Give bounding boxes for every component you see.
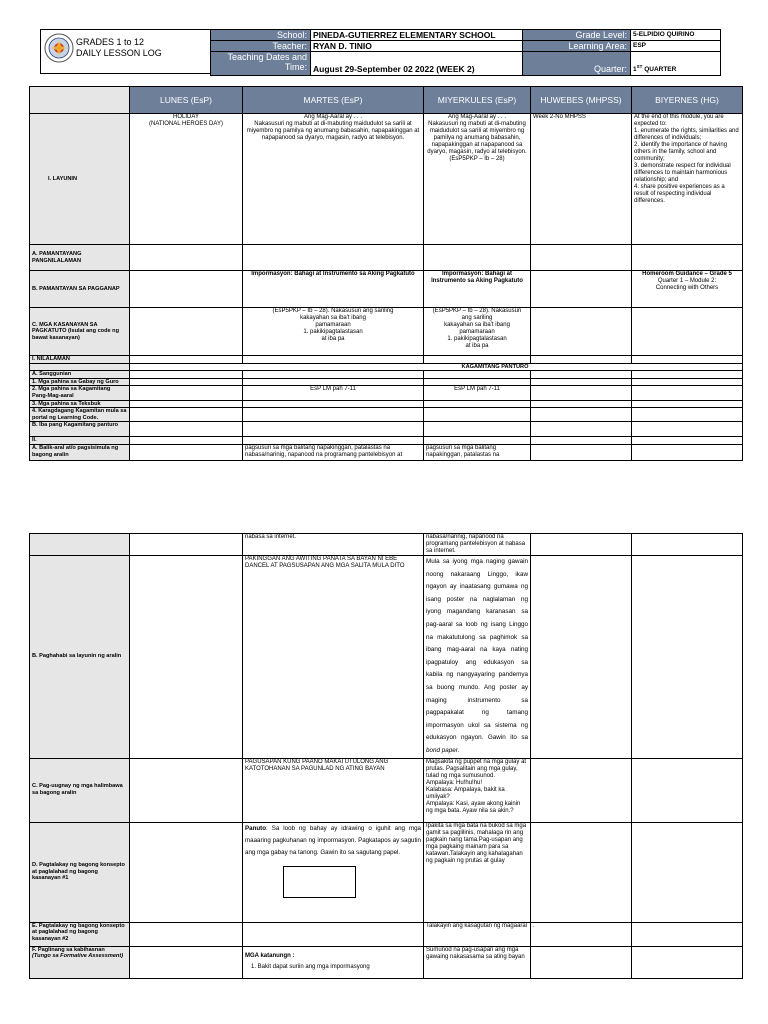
cell-layunin-martes (243, 114, 424, 245)
cell-empty (424, 378, 531, 386)
label-pag-uugnay: C. Pag-uugnay ng mga halimbawa sa bagong aralin (30, 758, 130, 822)
kasanayan-miyerkules-line3: kakayahan sa iba't ibang (444, 322, 510, 328)
header-info-table (210, 29, 721, 76)
cell-empty (531, 437, 632, 445)
label-paglinang-note: (Tungo sa Formative Assessment) (32, 953, 124, 960)
kasanayan-miyerkules-line2: ang sariling (461, 315, 493, 321)
row-nilalaman (30, 356, 743, 364)
label-pamantayang: A. PAMANTAYANG PANGNILALAMAN (30, 245, 130, 271)
cell-empty (632, 245, 743, 271)
cell-paghahabi-miyerkules (424, 556, 531, 759)
days-header-row (30, 87, 743, 114)
cell-empty (130, 437, 243, 445)
cell-empty (130, 400, 243, 408)
cell-pagganap-martes: Impormasyon: Bahagi at Instrumento sa Aking Pagkatuto (243, 271, 424, 308)
label-iba-pang: B. Iba pang Kagamitang panturo (30, 422, 130, 437)
cell-pag-uugnay-martes: PAGUSAPAN KUNG PAANO MAKATUTULONG ANG KATOTOHANAN SA PAGUNLAD NG ATING BAYAN (243, 758, 424, 822)
cell-pagganap-miyerkules: Impormasyon: Bahagi at Instrumento sa Aking Pagkatuto (424, 271, 531, 308)
cell-empty (243, 378, 424, 386)
label-layunin: I. LAYUNIN (30, 114, 130, 245)
row-paglinang (30, 946, 743, 978)
grade-label: Grade Level: (523, 30, 631, 41)
hg-grade: Homeroom Guidance – Grade 5 (642, 271, 732, 277)
row-balik-aral (30, 444, 743, 460)
kasanayan-martes-line2: kakayahan sa iba't ibang (300, 315, 366, 321)
day-header-miyerkules: MIYERKULES (EsP) (424, 87, 531, 114)
label-pagganap: B. PAMANTAYAN SA PAGGANAP (30, 271, 130, 308)
row-gabay (30, 378, 743, 386)
cell-empty (632, 822, 743, 922)
cell-empty (531, 408, 632, 422)
quarter-suffix: ST (636, 63, 643, 69)
cell-empty (30, 534, 130, 556)
label-kagamitang-mag-aaral: 2. Mga pahina sa Kagamitang Pang-Mag-aaral (30, 386, 130, 400)
cell-pag-uugnay-miyerkules (424, 758, 531, 822)
cell-empty (531, 271, 632, 308)
day-header-lunes: LUNES (EsP) (130, 87, 243, 114)
header-title-line1: GRADES 1 to 12 (76, 37, 145, 47)
row-pagganap (30, 271, 743, 308)
biyernes-objective-3: 3. demonstrate respect for individual differences to maintain harmonious relationship; and (634, 163, 731, 183)
cell-empty (130, 422, 243, 437)
header-title (76, 37, 162, 59)
cell-empty (632, 400, 743, 408)
cell-empty (130, 271, 243, 308)
cell-pagtalakay2-miyerkules: Talakayin ang kasagutan ng magaaral (424, 922, 531, 946)
cell-empty (632, 356, 743, 364)
label-sanggunian: A. Sanggunian (30, 371, 130, 379)
cell-empty (243, 408, 424, 422)
dialogue-line-3: Ampalaya: Kasi, ayaw akong kainin ng mga bata. Ayaw nila sa akin.? (426, 800, 521, 814)
dates-value: August 29-September 02 2022 (WEEK 2) (311, 52, 523, 76)
biyernes-objective-2: 2. identify the importance of having others in the family, school and community; (634, 142, 728, 162)
header-title-line2: DAILY LESSON LOG (76, 48, 162, 58)
biyernes-objective-4: 4. share positive experiences as a result of respecting individual differences. (634, 184, 725, 204)
kagamitang-panturo-heading: KAGAMITANG PANTURO (130, 363, 743, 371)
kasanayan-miyerkules-line6: at iba pa (465, 343, 489, 349)
dialogue-line-2: Kalabasa: Ampalaya, bakit ka umiiyak? (426, 786, 505, 800)
cell-empty (531, 758, 632, 822)
teacher-value: RYAN D. TINIO (311, 41, 523, 52)
lm-miyerkules: EsP LM pah 7-11 (424, 386, 531, 400)
day-header-biyernes: BIYERNES (HG) (632, 87, 743, 114)
cell-empty (424, 371, 531, 379)
cell-empty (130, 556, 243, 759)
cell-pagtalakay1-miyerkules: Ipakita sa mga bata na bukod sa mga gamit sa paglilinis, mahalaga rin ang pagkain nang tama.Pag-usapan ang mga pagkaing mainam para sa katawan.Talakayin ang kahalagahan ng pagkain ng prutas at gulay (424, 822, 531, 922)
kasanayan-martes-line3: pamamaraan (315, 322, 351, 328)
cell-empty (531, 308, 632, 356)
row-pagtalakay1 (30, 822, 743, 922)
cell-paglinang-martes (243, 946, 424, 978)
cell-pagtalakay1-martes (243, 822, 424, 922)
label-gabay: 1. Mga pahina sa Gabay ng Guro (30, 378, 130, 386)
cell-empty (243, 922, 424, 946)
quarter-value (631, 52, 721, 76)
label-ii: II. (30, 437, 130, 445)
cell-paghahabi-martes: PAKINGGAN ANG AWITING PANATA SA BAYAN NI EBE DANCEL AT PAGSUSAPAN ANG MGA SALITA MULA DITO (243, 556, 424, 759)
row-iba-pang (30, 422, 743, 437)
cell-empty (531, 356, 632, 364)
cell-empty (632, 556, 743, 759)
grade-value: 5-ELPIDIO QUIRINO (631, 30, 721, 41)
cell-empty (531, 378, 632, 386)
cell-empty (243, 245, 424, 271)
row-kagamitang (30, 363, 743, 371)
row-sanggunian (30, 371, 743, 379)
cell-empty (632, 408, 743, 422)
hg-module: Connecting with Others (655, 285, 719, 291)
label-paglinang-cell (30, 946, 130, 978)
layunin-martes-intro: Ang Mag-Aaral ay . . . (303, 114, 363, 120)
cell-paglinang-miyerkules: Sumunod na pag-usapan ang mga gawaing nakasasama sa ating bayan (424, 946, 531, 978)
cell-empty (130, 534, 243, 556)
layunin-martes-text: Nakasusuri ng mabuti at di-mabuting maidudulot sa sarili at miyembro ng pamilya ng anumang babasahin, napapakinggan at napapanood sa dyaryo, magasin, radyo at telebisyon. (246, 121, 420, 141)
panuto-text: : Sa loob ng bahay ay idrawing o iguhit ang mga maaaring pagkuhanan ng impormasyon. Pagkatapos ay sagutin ang mga gabay na tanong. Gawin ito sa sagutang papel. (245, 824, 421, 857)
cell-empty (424, 422, 531, 437)
label-paghahabi: B. Paghahabi sa layunin ng aralin (30, 556, 130, 759)
holiday-reason: (NATIONAL HEROES DAY) (149, 121, 223, 127)
cell-pagtalakay2-huwebes: . (531, 922, 632, 946)
kasanayan-martes-line4: 1. pakikipagtalastasan (303, 329, 363, 335)
cell-empty (531, 400, 632, 408)
dates-label-line1: Teaching Dates and (227, 52, 307, 62)
cell-empty (632, 437, 743, 445)
row-layunin (30, 114, 743, 245)
cell-empty (632, 308, 743, 356)
row-kagamitang-mag-aaral (30, 386, 743, 400)
layunin-miyerkules-text: Nakasusuri ng mabuti at di-mabuting maidudulot sa sarili at miyembro ng pamilya ng anumang babasahin, napapakinggan at napapanood sa dyaryo, magasin, radyo at telebisyon. (EsP5PKP – Ib – 28) (427, 121, 527, 162)
school-value: PINEDA-GUTIERREZ ELEMENTARY SCHOOL (311, 30, 523, 41)
cell-empty (531, 822, 632, 922)
cell-empty (130, 371, 243, 379)
biyernes-objective-1: 1. enumerate the rights, similarities and differences of individuals; (634, 128, 739, 141)
katanungan-item-1: 1. Bakit dapat suriin ang mga impormasyong (251, 963, 370, 970)
hg-quarter: Quarter 1 – Module 2: (657, 278, 717, 284)
row-ii (30, 437, 743, 445)
cell-empty (130, 758, 243, 822)
holiday-text: HOLIDAY (173, 114, 199, 120)
cell-empty (632, 422, 743, 437)
cell-empty (130, 822, 243, 922)
quarter-word: QUARTER (642, 66, 677, 73)
kasanayan-miyerkules-line1: (EsP5PKP – Ib – 28). Nakasusuri (432, 308, 522, 314)
label-kasanayan: C. MGA KASANAYAN SA PAGKATUTO (Isulat ang code ng bawat kasanayan) (30, 308, 130, 356)
label-pagtalakay2: E. Pagtalakay ng bagong konsepto at paglalahad ng bagong kasanayan #2 (30, 922, 130, 946)
row-pag-uugnay (30, 758, 743, 822)
cell-empty (632, 534, 743, 556)
label-nilalaman: I. NILALAMAN (30, 356, 130, 364)
row-karagdagang (30, 408, 743, 422)
cell-cont-martes: nabasa sa internet. (243, 534, 424, 556)
cell-cont-miyerkules: nabasa/narinig, napanood na programang pantelebisyon at nabasa sa internet. (424, 534, 531, 556)
cell-empty (531, 386, 632, 400)
cell-empty (130, 922, 243, 946)
cell-empty (243, 356, 424, 364)
day-header-martes: MARTES (EsP) (243, 87, 424, 114)
quarter-label: Quarter: (523, 52, 631, 76)
cell-empty (130, 378, 243, 386)
layunin-miyerkules-intro: Ang Mag-Aaral ay . . . (447, 114, 507, 120)
katanungan-heading: MGA katanungn : (245, 952, 295, 959)
cell-empty (531, 444, 632, 460)
area-label: Learning Area: (523, 41, 631, 52)
bond-paper-text: bond paper. (426, 746, 460, 754)
quarter-number: 1 (633, 66, 637, 73)
area-value: ESP (631, 41, 721, 52)
puppet-instructions: Magsakita ng puppet na mga gulay at prutas. Pagsalitain ang mga gulay, tulad ng mga sumusunod. (426, 758, 527, 779)
cell-empty (424, 408, 531, 422)
drawing-box (283, 866, 356, 898)
dates-label (211, 52, 311, 76)
row-paghahabi (30, 556, 743, 759)
day-header-huwebes: HUWEBES (MHPSS) (531, 87, 632, 114)
label-pagtalakay1: D. Pagtalakay ng bagong konsepto at paglalahad ng bagong kasanayan #1 (30, 822, 130, 922)
row-balik-aral-cont (30, 534, 743, 556)
cell-empty (531, 556, 632, 759)
cell-empty (130, 408, 243, 422)
cell-empty (424, 400, 531, 408)
dialogue-line-1: Ampalaya: Hu!hu!hu! (426, 779, 483, 786)
biyernes-intro: At the end of this module, you are expected to: (634, 114, 724, 127)
row-kasanayan (30, 308, 743, 356)
dates-label-line2: Time: (284, 62, 307, 72)
kasanayan-miyerkules-line4: pamamaraan (459, 329, 495, 335)
poster-instructions: Mula sa iyong mga naging gawain noong nakaraang Linggo, ikaw ngayon ay inaatasang gumawa ng isang poster na naglalaman ng iyong magandang karanasan sa pag-aaral sa loob ng isang Linggo na makatutulong sa paghimok sa ibang mag-aaral na kaya nating ipagpatuloy ang edukasyon sa kabila ng nangyayaring pandemya sa buong mundo. Ang poster ay maging instrumento sa pagpapakalat ng tamang impormasyon ukol sa sistema ng edukasyon ngayon. Gawin ito sa (426, 558, 528, 742)
cell-empty (243, 400, 424, 408)
cell-empty (243, 422, 424, 437)
cell-balik-aral-martes: pagsusuri sa mga balitang napakinggan, patalastas na nabasa/narinig, napanood na programang pantelebisyon at (243, 444, 424, 460)
school-label: School: (211, 30, 311, 41)
cell-empty (531, 245, 632, 271)
cell-empty (531, 371, 632, 379)
cell-layunin-huwebes: Week 2-No MHPSS (531, 114, 632, 245)
label-teksbuk: 3. Mga pahina sa Teksbuk (30, 400, 130, 408)
row-teksbuk (30, 400, 743, 408)
cell-kasanayan-martes (243, 308, 424, 356)
cell-layunin-biyernes (632, 114, 743, 245)
kasanayan-martes-line5: at iba pa (321, 336, 345, 342)
kasanayan-miyerkules-line5: 1. pakikipagtalastasan (447, 336, 507, 342)
lm-martes: EsP LM pah 7-11 (243, 386, 424, 400)
cell-empty (632, 946, 743, 978)
cell-empty (632, 758, 743, 822)
row-pamantayang (30, 245, 743, 271)
cell-pagganap-biyernes (632, 271, 743, 308)
cell-layunin-lunes (130, 114, 243, 245)
cell-empty (130, 308, 243, 356)
cell-empty (243, 371, 424, 379)
cell-kasanayan-miyerkules (424, 308, 531, 356)
cell-empty (424, 245, 531, 271)
cell-empty (130, 245, 243, 271)
cell-empty (30, 363, 130, 371)
cell-empty (632, 371, 743, 379)
cell-empty (424, 437, 531, 445)
lesson-table-page2 (29, 533, 743, 979)
cell-balik-aral-miyerkules: pagsusuri sa mga balitang napakinggan, patalastas na (424, 444, 531, 460)
cell-empty (632, 922, 743, 946)
panuto-label: Panuto (245, 824, 266, 832)
cell-empty (243, 437, 424, 445)
cell-empty (531, 534, 632, 556)
kasanayan-martes-line1: (EsP5PKP – Ib – 28). Nakasusuri ang sariling (272, 308, 394, 314)
cell-empty (424, 356, 531, 364)
cell-empty (130, 386, 243, 400)
label-paglinang: F. Paglinang sa kabihasnan (32, 946, 105, 953)
cell-layunin-miyerkules (424, 114, 531, 245)
cell-empty (632, 378, 743, 386)
cell-empty (531, 946, 632, 978)
cell-empty (632, 386, 743, 400)
cell-empty (130, 444, 243, 460)
label-balik-aral: A. Balik-aral at/o pagsisimula ng bagong aralin (30, 444, 130, 460)
cell-empty (632, 444, 743, 460)
label-karagdagang: 4. Karagdagang Kagamitan mula sa portal ng Learning Code. (30, 408, 130, 422)
teacher-label: Teacher: (211, 41, 311, 52)
cell-empty (130, 946, 243, 978)
row-pagtalakay2 (30, 922, 743, 946)
cell-empty (531, 422, 632, 437)
corner-cell (30, 87, 130, 114)
lesson-table-page1 (29, 86, 743, 461)
cell-empty (130, 356, 243, 364)
